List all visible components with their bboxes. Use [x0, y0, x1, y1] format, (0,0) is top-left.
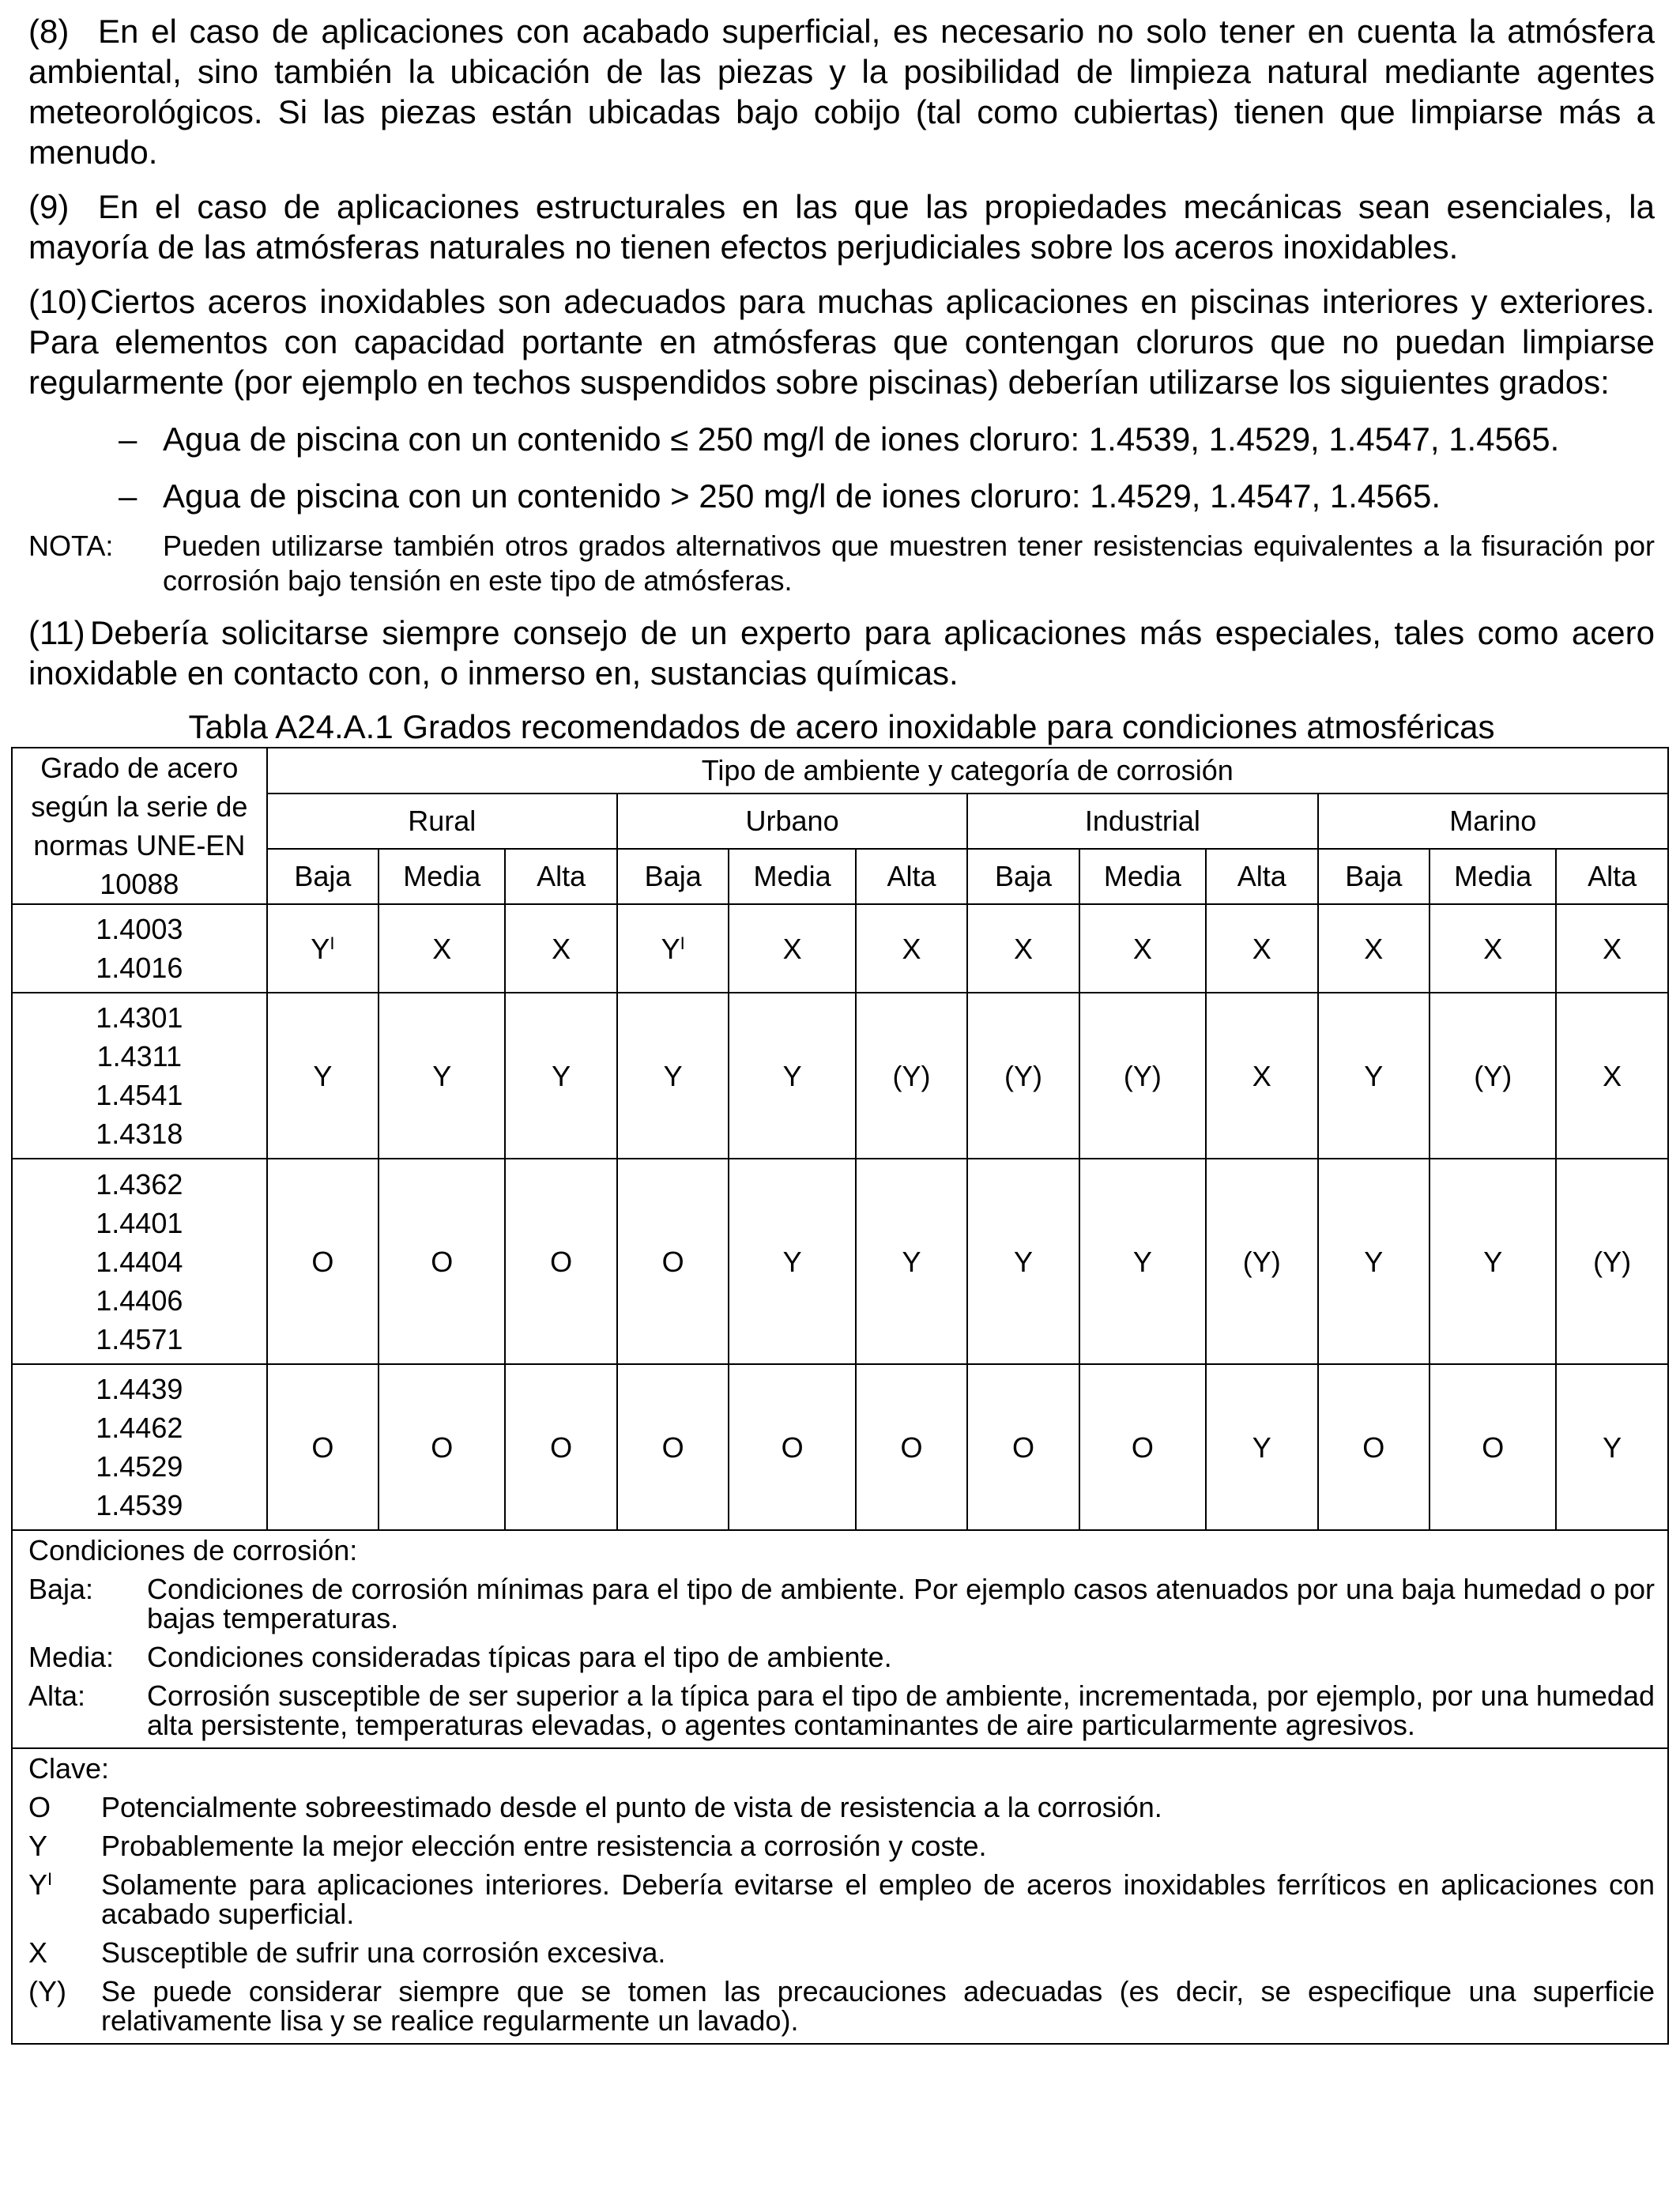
level-header: Baja — [267, 849, 379, 904]
rating-cell: X — [379, 904, 505, 993]
key-title: Clave: — [28, 1752, 110, 1785]
paragraph-9 — [28, 187, 1655, 267]
table-row — [12, 1364, 1668, 1530]
rating-cell: X — [856, 904, 968, 993]
document-page — [28, 11, 1655, 2045]
grade-value: 1.4016 — [96, 952, 183, 984]
rating-cell: Y — [1430, 1159, 1556, 1364]
key-symbol: (Y) — [28, 1975, 66, 2007]
condition-text: Condiciones de corrosión mínimas para el tipo de ambiente. Por ejemplo casos atenuados por una baja humedad o por bajas temperaturas. — [147, 1573, 1655, 1634]
rating-cell: X — [1206, 904, 1318, 993]
rating-superscript: I — [330, 933, 335, 953]
grade-cell — [12, 1159, 267, 1364]
paragraph-number: (11) — [28, 614, 85, 651]
rating-cell: (Y) — [967, 993, 1079, 1159]
condition-item — [28, 1642, 1655, 1672]
rating-cell: X — [967, 904, 1079, 993]
dash-marker: – — [119, 420, 137, 458]
key-superscript: I — [47, 1869, 53, 1889]
paragraph-text: Debería solicitarse siempre consejo de un experto para aplicaciones más especiales, tales como acero inoxidable en contacto con, o inmerso en, sustancias químicas. — [28, 614, 1655, 692]
grade-value: 1.4529 — [96, 1450, 183, 1483]
key-text: Potencialmente sobreestimado desde el punto de vista de resistencia a la corrosión. — [101, 1791, 1162, 1823]
key-symbol: X — [28, 1936, 48, 1969]
paragraph-8 — [28, 11, 1655, 172]
header-line: según la serie de — [31, 790, 248, 823]
header-line: normas UNE-EN — [33, 829, 246, 861]
condition-key: Media: — [28, 1641, 115, 1673]
rating-cell: O — [1318, 1364, 1430, 1530]
corrosion-conditions-section — [12, 1530, 1668, 1748]
rating-cell: (Y) — [1079, 993, 1206, 1159]
grade-cell — [12, 904, 267, 993]
condition-text: Condiciones consideradas típicas para el tipo de ambiente. — [147, 1641, 892, 1673]
grade-cell — [12, 993, 267, 1159]
key-symbol: Y — [28, 1830, 48, 1862]
grade-value: 1.4439 — [96, 1373, 183, 1405]
rating-cell: X — [1206, 993, 1318, 1159]
rating-cell: O — [1079, 1364, 1206, 1530]
key-item — [28, 1870, 1655, 1928]
level-header: Media — [1430, 849, 1556, 904]
rating-cell: O — [617, 1364, 729, 1530]
rating-cell: O — [1430, 1364, 1556, 1530]
steel-grades-table — [11, 747, 1669, 2045]
rating-cell: Y — [267, 993, 379, 1159]
env-header-rural: Rural — [267, 794, 617, 849]
bullet-text: Agua de piscina con un contenido ≤ 250 mg/l de iones cloruro: 1.4539, 1.4529, 1.4547, 1.4565. — [163, 420, 1560, 458]
rating-cell: Y — [856, 1159, 968, 1364]
grade-value: 1.4301 — [96, 1001, 183, 1034]
grade-column-header — [12, 748, 267, 904]
paragraph-number: (9) — [28, 188, 70, 225]
table-caption: Tabla A24.A.1 Grados recomendados de acero inoxidable para condiciones atmosféricas — [188, 708, 1495, 745]
rating-cell: O — [729, 1364, 855, 1530]
dash-marker: – — [119, 477, 137, 515]
level-header: Media — [729, 849, 855, 904]
key-text: Probablemente la mejor elección entre resistencia a corrosión y coste. — [101, 1830, 987, 1862]
rating-cell: Y — [967, 1159, 1079, 1364]
key-text: Solamente para aplicaciones interiores. Debería evitarse el empleo de aceros inoxidables ferríticos en aplicaciones con acabado superficial. — [101, 1868, 1655, 1930]
rating-cell: O — [617, 1159, 729, 1364]
paragraph-text: Ciertos aceros inoxidables son adecuados para muchas aplicaciones en piscinas interiores y exteriores. Para elementos con capacidad portante en atmósferas que contengan cloruros que no puedan limpiarse regularmente (por ejemplo en techos suspendidos sobre piscinas) deberían utilizarse los siguientes grados: — [28, 283, 1655, 401]
grade-value: 1.4318 — [96, 1118, 183, 1150]
grade-value: 1.4541 — [96, 1079, 183, 1111]
grade-value: 1.4539 — [96, 1489, 183, 1521]
note-label: NOTA: — [28, 530, 114, 562]
rating-cell: O — [267, 1159, 379, 1364]
level-header: Media — [379, 849, 505, 904]
note-text: Pueden utilizarse también otros grados alternativos que muestren tener resistencias equivalentes a la fisuración por corrosión bajo tensión en este tipo de atmósferas. — [163, 530, 1655, 597]
rating-cell: O — [856, 1364, 968, 1530]
grade-value: 1.4311 — [96, 1040, 183, 1072]
rating-cell: Y — [729, 993, 855, 1159]
rating-cell: X — [1430, 904, 1556, 993]
grade-value: 1.4003 — [96, 913, 183, 945]
rating-cell: O — [267, 1364, 379, 1530]
rating-cell: X — [505, 904, 617, 993]
table-row — [12, 904, 1668, 993]
bullet-item — [28, 477, 1655, 516]
paragraph-number: (10) — [28, 283, 88, 320]
rating-superscript: I — [680, 933, 685, 953]
key-item — [28, 1938, 1655, 1967]
condition-text: Corrosión susceptible de ser superior a la típica para el tipo de ambiente, incrementada, por ejemplo, por una humedad alta persistente, temperaturas elevadas, o agentes contaminantes de aire particularmente agresivos. — [147, 1679, 1655, 1741]
rating-cell: Y — [1318, 993, 1430, 1159]
key-item — [28, 1831, 1655, 1860]
condition-key: Baja: — [28, 1573, 94, 1605]
conditions-title: Condiciones de corrosión: — [28, 1534, 358, 1566]
grade-value: 1.4362 — [96, 1167, 183, 1201]
key-symbol: $Y^I$ — [28, 1868, 53, 1901]
env-header-marino: Marino — [1318, 794, 1668, 849]
paragraph-number: (8) — [28, 13, 70, 50]
grade-value: 1.4401 — [96, 1206, 183, 1239]
level-header: Baja — [617, 849, 729, 904]
paragraph-11 — [28, 613, 1655, 693]
rating-cell: X — [729, 904, 855, 993]
env-header-urbano: Urbano — [617, 794, 967, 849]
grade-value: 1.4571 — [96, 1322, 183, 1355]
header-line: 10088 — [100, 868, 179, 900]
key-symbol: O — [28, 1791, 51, 1823]
rating-cell: Y — [1556, 1364, 1668, 1530]
grade-cell — [12, 1364, 267, 1530]
rating-cell: (Y) — [1430, 993, 1556, 1159]
condition-key: Alta: — [28, 1679, 86, 1712]
environment-group-header: Tipo de ambiente y categoría de corrosión — [267, 748, 1668, 794]
rating-cell: Y — [1318, 1159, 1430, 1364]
table-row — [12, 993, 1668, 1159]
grade-value: 1.4404 — [96, 1245, 183, 1278]
rating-cell: O — [967, 1364, 1079, 1530]
header-line: Grado de acero — [40, 752, 239, 784]
level-header: Baja — [1318, 849, 1430, 904]
key-section — [12, 1748, 1668, 2044]
level-header: Media — [1079, 849, 1206, 904]
rating-cell: O — [379, 1364, 505, 1530]
key-item — [28, 1977, 1655, 2035]
rating-cell: Y — [505, 993, 617, 1159]
paragraph-10 — [28, 281, 1655, 402]
rating-cell: Y — [617, 993, 729, 1159]
rating-cell: Y — [1206, 1364, 1318, 1530]
bullet-item — [28, 420, 1655, 459]
rating-cell: X — [1556, 993, 1668, 1159]
rating-cell: (Y) — [1206, 1159, 1318, 1364]
level-header: Alta — [1556, 849, 1668, 904]
rating-cell: X — [1556, 904, 1668, 993]
key-text: Se puede considerar siempre que se tomen las precauciones adecuadas (es decir, se especifique una superficie relativamente lisa y se realice regularmente un lavado). — [101, 1975, 1655, 2037]
rating-cell: O — [379, 1159, 505, 1364]
rating-cell: X — [1079, 904, 1206, 993]
rating-cell: Y — [379, 993, 505, 1159]
bullet-text: Agua de piscina con un contenido > 250 mg/l de iones cloruro: 1.4529, 1.4547, 1.4565. — [163, 477, 1441, 515]
grade-value: 1.4406 — [96, 1284, 183, 1317]
rating-cell: $Y^I$ — [267, 904, 379, 993]
rating-cell: (Y) — [1556, 1159, 1668, 1364]
rating-cell: O — [505, 1364, 617, 1530]
rating-cell: $Y^I$ — [617, 904, 729, 993]
table-row — [12, 1159, 1668, 1364]
condition-item — [28, 1574, 1655, 1633]
level-header: Alta — [505, 849, 617, 904]
rating-cell: X — [1318, 904, 1430, 993]
env-header-industrial: Industrial — [967, 794, 1317, 849]
grade-value: 1.4462 — [96, 1412, 183, 1444]
rating-cell: Y — [1079, 1159, 1206, 1364]
level-header: Baja — [967, 849, 1079, 904]
condition-item — [28, 1681, 1655, 1740]
key-text: Susceptible de sufrir una corrosión excesiva. — [101, 1936, 666, 1969]
level-header: Alta — [856, 849, 968, 904]
rating-cell: (Y) — [856, 993, 968, 1159]
key-item — [28, 1793, 1655, 1822]
paragraph-text: En el caso de aplicaciones con acabado superficial, es necesario no solo tener en cuenta la atmósfera ambiental, sino también la ubicación de las piezas y la posibilidad de limpieza natural mediante agentes meteorológicos. Si las piezas están ubicadas bajo cobijo (tal como cubiertas) tienen que limpiarse más a menudo. — [28, 13, 1655, 171]
note — [28, 529, 1655, 598]
rating-cell: Y — [729, 1159, 855, 1364]
rating-cell: O — [505, 1159, 617, 1364]
paragraph-text: En el caso de aplicaciones estructurales en las que las propiedades mecánicas sean esenciales, la mayoría de las atmósferas naturales no tienen efectos perjudiciales sobre los aceros inoxidables. — [28, 188, 1655, 266]
level-header: Alta — [1206, 849, 1318, 904]
